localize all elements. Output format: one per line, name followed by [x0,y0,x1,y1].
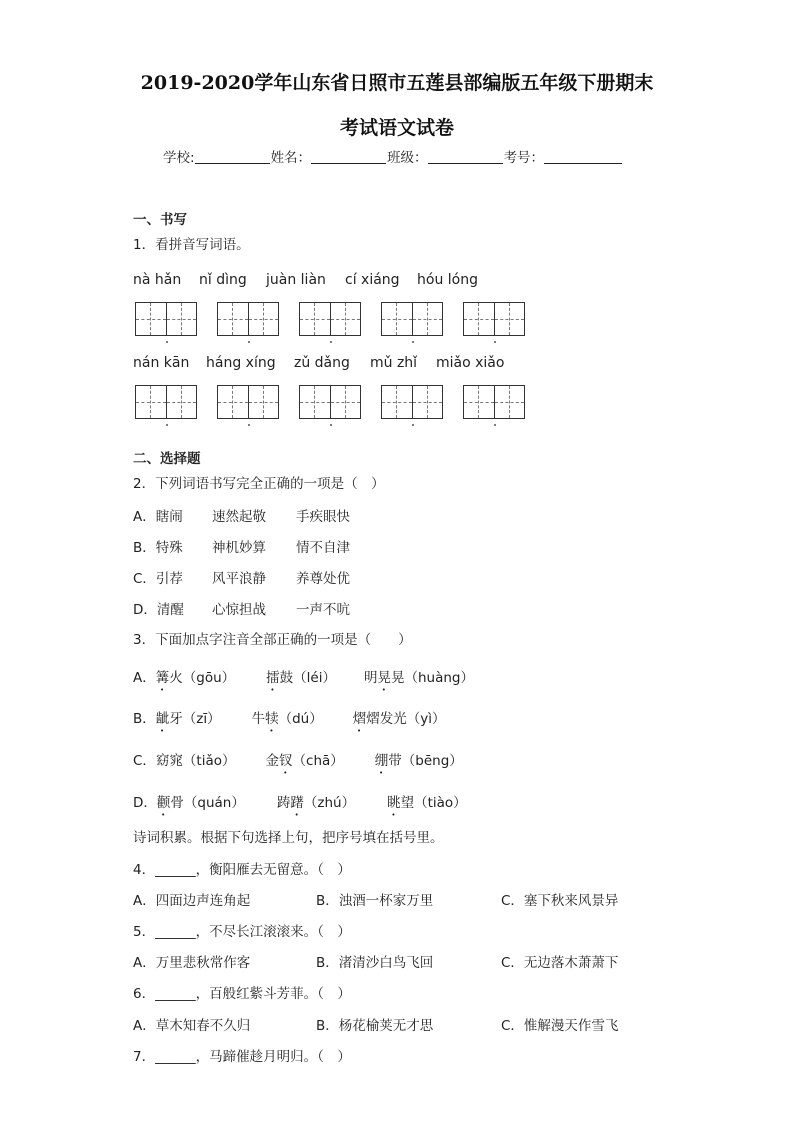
number-label: 考号： [503,150,545,166]
dotted-char: 窕（tiǎo） [169,753,236,769]
writing-grid-box[interactable] [463,385,525,419]
option-text: 金 [265,753,280,769]
question-4-stem: 4．______，衡阳雁去无留意。（ ） [133,862,351,878]
option-letter-word: A．瞎闹 [133,509,183,525]
q2-option-d[interactable] [133,598,350,618]
dotted-char: 擂 [266,670,280,686]
option-letter: D． [133,795,157,811]
q4-option-b[interactable]: B．浊酒一杯家万里 [316,893,434,909]
option-text: 骨（quán） [170,795,245,811]
option-word: 速然起敬 [212,509,266,525]
dotted-char: 颧 [156,795,171,811]
option-text: 踌 [276,795,291,811]
option-word: 一声不吭 [296,602,350,618]
option-word: 手疾眼快 [296,509,350,525]
option-text: 火（gōu） [169,670,236,686]
pinyin-label: háng xíng [206,355,276,371]
option-word: 养尊处优 [296,571,350,587]
exam-title-line1: 2019-2020学年山东省日照市五莲县部编版五年级下册期末 [140,72,654,94]
option-text: （dú） [278,711,323,727]
q6-option-a[interactable]: A．草木知春不久归 [133,1018,251,1034]
option-word: 心惊担战 [212,602,266,618]
q4-option-c[interactable]: C．塞下秋来风景异 [501,893,619,909]
dotted-char: 篝 [155,670,170,686]
question-5-stem: 5．______，不尽长江滚滚来。（ ） [133,924,351,940]
question-2-stem: 2．下列词语书写完全正确的一项是（ ） [133,476,385,492]
question-1: 1．看拼音写词语。 [133,237,250,253]
dotted-char: 犊 [265,711,279,727]
option-text: 明 [363,670,378,686]
writing-grid-box[interactable] [299,385,361,419]
q5-option-b[interactable]: B．渚清沙白鸟飞回 [316,955,434,971]
q3-option-d[interactable] [133,791,467,819]
option-letter-word: D．清醒 [133,602,184,618]
dotted-char: 躇 [290,795,304,811]
writing-grid-box[interactable] [135,385,197,419]
option-word: 情不自津 [296,540,350,556]
q4-option-a[interactable]: A．四面边声连角起 [133,893,251,909]
pinyin-label: nà hǎn [133,272,182,288]
dotted-char: 龇 [155,711,170,727]
writing-grid-box[interactable] [463,302,525,336]
pinyin-label: nán kān [133,355,190,371]
q3-option-b[interactable] [133,707,446,735]
name-blank[interactable] [311,149,386,164]
class-blank[interactable] [428,149,503,164]
option-text: （chā） [292,753,344,769]
q5-option-a[interactable]: A．万里悲秋常作客 [133,955,251,971]
writing-grid-box[interactable] [217,385,279,419]
pinyin-label: hóu lóng [417,272,478,288]
option-letter-word: B．特殊 [133,540,183,556]
pinyin-label: miǎo xiǎo [436,355,505,371]
pinyin-label: cí xiáng [345,272,400,288]
question-7-stem: 7．______，马蹄催趁月明归。（ ） [133,1049,351,1065]
q6-option-c[interactable]: C．惟解漫天作雪飞 [501,1018,619,1034]
pinyin-label: nǐ dìng [199,272,247,288]
section1-heading: 一、书写 [133,212,187,228]
question-6-stem: 6．______，百般红紫斗芳菲。（ ） [133,986,351,1002]
option-text: 熠发光（yì） [366,711,446,727]
option-text: 望（tiào） [400,795,467,811]
option-letter-word: C．引荐 [133,571,183,587]
question-3-stem: 3．下面加点字注音全部正确的一项是（ ） [133,632,412,648]
writing-grid-box[interactable] [217,302,279,336]
dotted-char: 绷 [374,753,389,769]
pinyin-label: zǔ dǎng [294,355,350,371]
option-word: 风平浪静 [212,571,266,587]
option-text: 牛 [251,711,266,727]
option-text: （zhú） [303,795,356,811]
pinyin-label: juàn liàn [266,272,326,288]
dotted-char: 钗 [279,753,293,769]
q6-option-b[interactable]: B．杨花榆荚无才思 [316,1018,434,1034]
option-word: 神机妙算 [212,540,266,556]
name-label: 姓名： [270,150,312,166]
dotted-char: 熠 [352,711,367,727]
pinyin-label: mǔ zhǐ [370,355,418,371]
dotted-char: 晃 [377,670,391,686]
dotted-char: 眺 [387,795,401,811]
school-label: 学校: [163,150,195,166]
class-label: 班级： [387,150,428,166]
q2-option-c[interactable] [133,567,350,587]
option-text: 窈 [155,753,170,769]
poetry-instructions: 诗词积累。根据下句选择上句，把序号填在括号里。 [133,830,444,846]
q2-option-a[interactable] [133,505,350,525]
writing-grid-box[interactable] [299,302,361,336]
option-text: 带（bēng） [388,753,463,769]
q5-option-c[interactable]: C．无边落木萧萧下 [501,955,619,971]
q2-option-b[interactable] [133,536,350,556]
school-blank[interactable] [195,149,270,164]
student-info-line [163,146,623,166]
option-text: 晃（huàng） [390,670,474,686]
q3-option-c[interactable] [133,749,463,777]
writing-grid-box[interactable] [381,385,443,419]
option-text: 鼓（léi） [279,670,336,686]
option-letter: B． [133,711,156,727]
q3-option-a[interactable] [133,666,474,694]
option-text: 牙（zī） [169,711,221,727]
option-letter: A． [133,670,156,686]
writing-grid-box[interactable] [381,302,443,336]
exam-title-line2: 考试语文试卷 [339,117,454,139]
writing-grid-box[interactable] [135,302,197,336]
number-blank[interactable] [544,149,622,164]
option-letter: C． [133,753,156,769]
section2-heading: 二、选择题 [133,451,201,467]
